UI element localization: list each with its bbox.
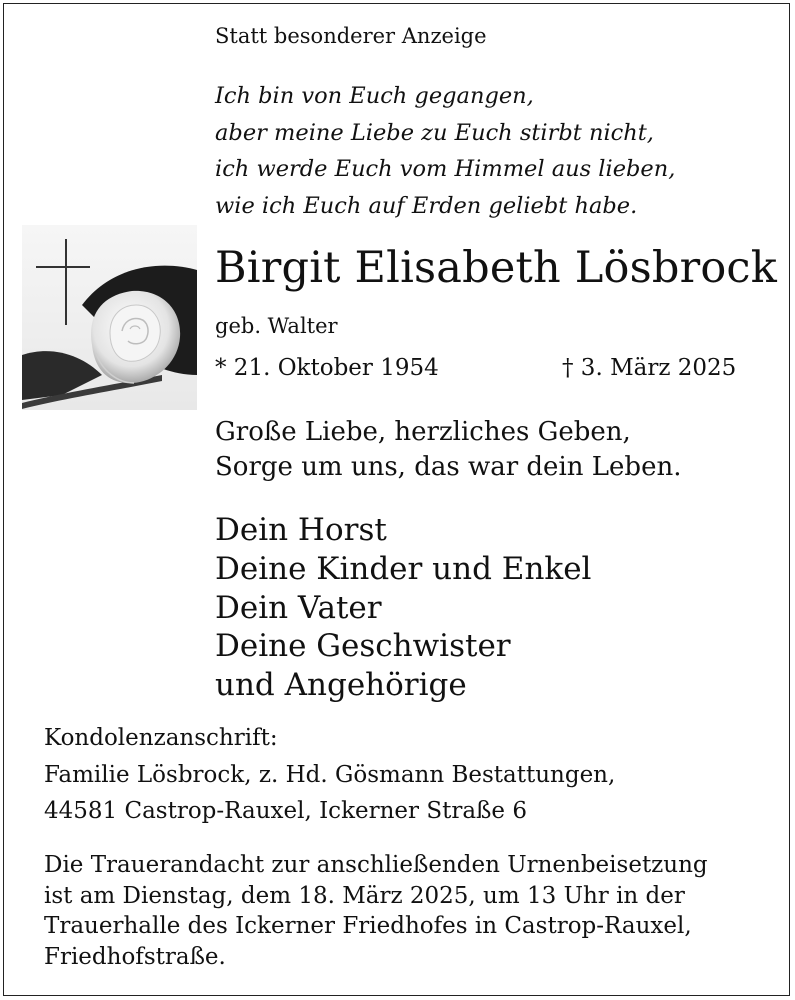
service-line: Friedhofstraße.: [44, 943, 226, 970]
poem-line: aber meine Liebe zu Euch stirbt nicht,: [215, 119, 654, 146]
birth-date: * 21. Oktober 1954: [215, 355, 439, 381]
death-date: † 3. März 2025: [562, 355, 737, 381]
address-line: 44581 Castrop-Rauxel, Ickerner Straße 6: [44, 798, 527, 824]
notice-header: Statt besonderer Anzeige: [215, 24, 487, 48]
family-line: Dein Vater: [215, 589, 382, 626]
memorial-photo: [22, 225, 197, 410]
maiden-name: geb. Walter: [215, 314, 338, 338]
service-line: Die Trauerandacht zur anschließenden Urnenbeisetzung: [44, 852, 708, 878]
address-line: Familie Lösbrock, z. Hd. Gösmann Bestattungen,: [44, 761, 616, 788]
poem: [215, 78, 675, 224]
quote-line: Sorge um uns, das war dein Leben.: [215, 451, 682, 482]
service-info: [44, 850, 708, 972]
poem-line: Ich bin von Euch gegangen,: [215, 83, 534, 109]
condolence-address: [44, 720, 615, 830]
address-label: Kondolenzanschrift:: [44, 725, 278, 751]
memorial-quote: [215, 415, 681, 484]
family-line: Deine Geschwister: [215, 628, 511, 665]
quote-line: Große Liebe, herzliches Geben,: [215, 417, 631, 447]
service-line: Trauerhalle des Ickerner Friedhofes in Castrop-Rauxel,: [44, 913, 692, 939]
deceased-name: Birgit Elisabeth Lösbrock: [215, 243, 777, 293]
family-line: und Angehörige: [215, 667, 467, 704]
family-line: Dein Horst: [215, 512, 387, 548]
poem-line: wie ich Euch auf Erden geliebt habe.: [215, 192, 638, 219]
family-line: Deine Kinder und Enkel: [215, 550, 592, 587]
family-signatures: [215, 511, 591, 705]
service-line: ist am Dienstag, dem 18. März 2025, um 13 Uhr in der: [44, 882, 685, 909]
poem-line: ich werde Euch vom Himmel aus lieben,: [215, 156, 676, 182]
